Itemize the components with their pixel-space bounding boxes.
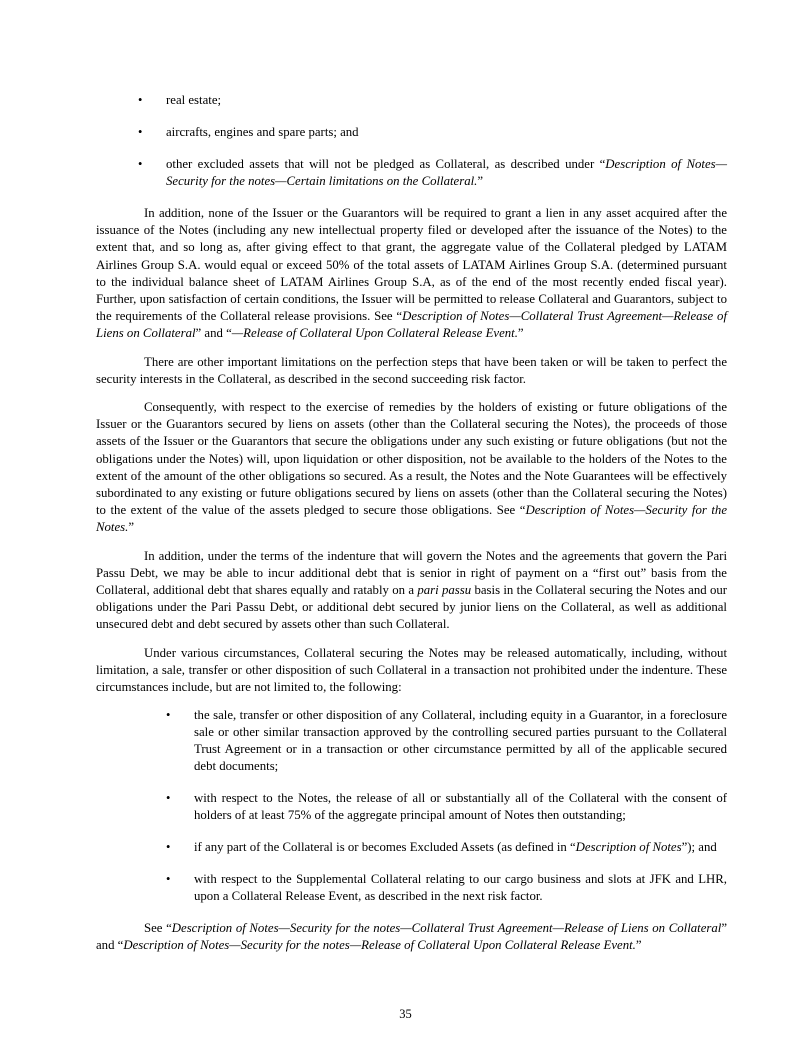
italic-text-run: —Release of Collateral Upon Collateral Release Event. — [231, 326, 518, 341]
bullet-dot-icon: • — [166, 840, 171, 855]
text-run: See “ — [144, 921, 172, 936]
release-intro-paragraph — [96, 645, 727, 697]
text-run: ” and “ — [96, 921, 727, 953]
list-item-text — [166, 92, 727, 109]
italic-text-run: Description of Notes—Security for the notes—Release of Collateral Upon Collateral Release Event. — [123, 938, 636, 953]
text-run: There are other important limitations on the perfection steps that have been taken or will be taken to perfect the security interests in the Collateral, as described in the second succeeding risk factor. — [96, 354, 727, 386]
para-indenture — [96, 548, 727, 634]
text-run: other excluded assets that will not be pledged as Collateral, as described under “ — [166, 157, 606, 171]
text-run: Consequently, with respect to the exercise of remedies by the holders of existing or future obligations of the Issuer or the Guarantors secured by liens on assets (other than the Collateral securing the Notes), the proceeds of those assets of the Issuer or the Guarantors that secure the obligations under any such existing or future obligations (but not the obligations under the Notes) will, upon liquidation or other disposition, not be available to the holders of the Notes to the extent of the amount of the other obligations so secured. As a result, the Notes and the Note Guarantees will be effectively subordinated to any existing or future obligations secured by liens on assets (other than the Collateral securing the Notes) to the extent of the value of the assets pledged to secure those obligations. See “ — [96, 400, 727, 518]
excluded-assets-bullet-list — [96, 92, 727, 190]
italic-text-run: pari passu — [417, 583, 472, 598]
text-run: ” — [128, 520, 135, 535]
text-run: basis in the Collateral securing the Notes and our obligations under the Pari Passu Debt, or additional debt secured by junior liens on the Collateral, as well as additional unsecured debt and debt secured by assets other than such Collateral. — [96, 583, 728, 632]
list-item — [96, 92, 727, 109]
para-lien-grant — [96, 205, 727, 343]
italic-text-run: Description of Notes—Security for the Notes. — [96, 503, 727, 535]
text-run: if any part of the Collateral is or becomes Excluded Assets (as defined in “ — [194, 840, 576, 855]
list-item — [96, 839, 727, 856]
bullet-dot-icon: • — [166, 708, 171, 723]
cross-reference-paragraph — [96, 920, 727, 954]
page-number: 35 — [399, 1007, 412, 1021]
text-run: ”); and — [681, 840, 717, 855]
italic-text-run: Description of Notes—Collateral Trust Agreement—Release of Liens on Collateral — [96, 309, 727, 341]
list-item-text — [166, 124, 727, 141]
list-item — [96, 156, 727, 190]
body-paragraphs — [96, 205, 727, 634]
text-run: Under various circumstances, Collateral securing the Notes may be released automatically, including, without limitation, a sale, transfer or other disposition of such Collateral in a transaction not prohibited under the indenture. These circumstances include, but are not limited to, the following: — [96, 645, 727, 695]
text-run: ” — [517, 326, 524, 341]
text-run: with respect to the Supplemental Collateral relating to our cargo business and slots at JFK and LHR, upon a Collateral Release Event, as described in the next risk factor. — [194, 872, 727, 904]
para-remedies — [96, 399, 727, 537]
list-item — [96, 871, 727, 905]
list-item — [96, 707, 727, 775]
bullet-dot-icon: • — [138, 125, 143, 139]
text-run: the sale, transfer or other disposition of any Collateral, including equity in a Guarantor, in a foreclosure sale or other similar transaction approved by the controlling secured parties pursuant to the Collateral Trust Agreement or in a transaction or other circumstance permitted by all of the applicable secured debt documents; — [194, 708, 727, 774]
text-run: ” — [635, 938, 642, 953]
bullet-dot-icon: • — [166, 872, 171, 887]
italic-text-run: Description of Notes—Security for the notes—Collateral Trust Agreement—Release of Liens on Collateral — [171, 921, 722, 936]
bullet-dot-icon: • — [138, 157, 143, 171]
list-item — [96, 124, 727, 141]
italic-text-run: Description of Notes — [575, 840, 682, 855]
text-run: In addition, under the terms of the indenture that will govern the Notes and the agreements that govern the Pari Passu Debt, we may be able to incur additional debt that is senior in right of payment on a “first out” basis from the Collateral, additional debt that shares equally and ratably on a — [96, 548, 727, 598]
bullet-dot-icon: • — [138, 93, 143, 107]
text-run: aircrafts, engines and spare parts; and — [166, 125, 359, 139]
para-release-intro — [96, 645, 727, 697]
list-item-text — [166, 156, 727, 190]
list-item-text — [194, 707, 727, 775]
text-run: ” — [477, 174, 484, 188]
list-item-text — [194, 839, 727, 856]
text-run: with respect to the Notes, the release of all or substantially all of the Collateral with the consent of holders of at least 75% of the aggregate principal amount of Notes then outstanding; — [194, 791, 727, 823]
text-run: ” and “ — [195, 326, 232, 341]
release-circumstances-bullet-list — [96, 707, 727, 905]
bullet-dot-icon: • — [166, 791, 171, 806]
list-item-text — [194, 790, 727, 824]
para-see-reference — [96, 920, 727, 954]
italic-text-run: Description of Notes—Security for the notes—Certain limitations on the Collateral. — [166, 157, 727, 188]
text-run: real estate; — [166, 93, 222, 107]
list-item-text — [194, 871, 727, 905]
para-perfection — [96, 354, 727, 388]
text-run: In addition, none of the Issuer or the Guarantors will be required to grant a lien in any asset acquired after the issuance of the Notes (including any new intellectual property filed or developed after the issuance of the Notes) to the extent that, and so long as, after giving effect to that grant, the aggregate value of the Collateral pledged by LATAM Airlines Group S.A. would equal or exceed 50% of the total assets of LATAM Airlines Group S.A. (determined pursuant to the individual balance sheet of LATAM Airlines Group S.A, as of the end of the most recently ended fiscal year). Further, upon satisfaction of certain conditions, the Issuer will be permitted to release Collateral and Guarantors, subject to the requirements of the Collateral release provisions. See “ — [96, 206, 727, 324]
list-item — [96, 790, 727, 824]
